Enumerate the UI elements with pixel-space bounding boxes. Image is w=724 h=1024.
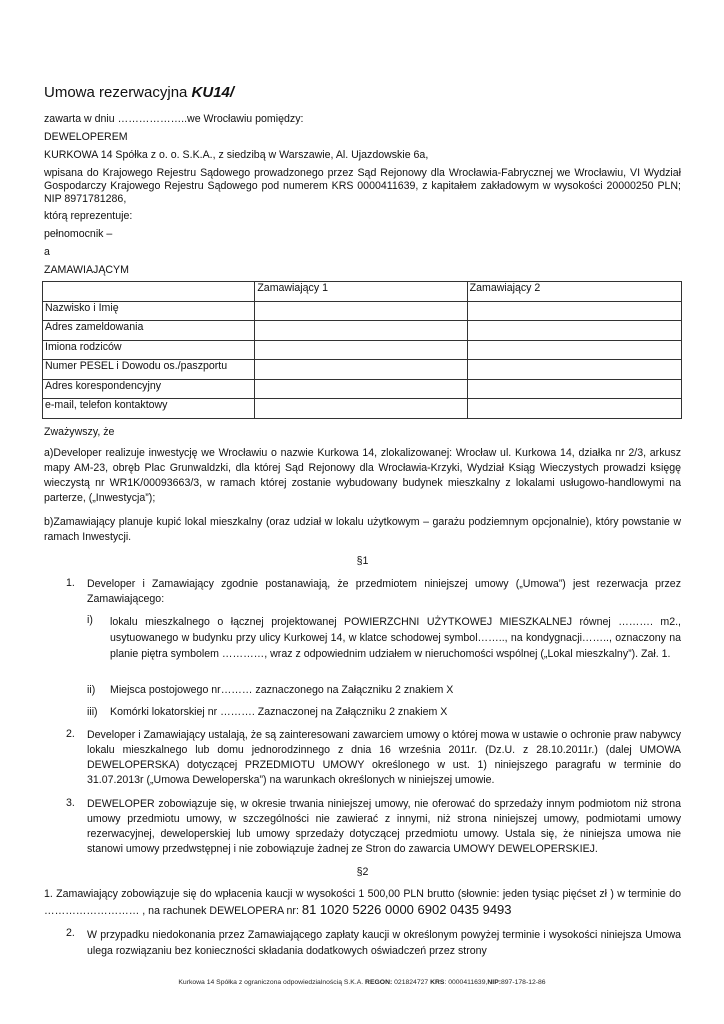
s2-p2: W przypadku niedokonania przez Zamawiającego zapłaty kaucji w określonym powyżej terminie i wysokości niniejsza Umowa ulega rozwiązaniu bez konieczności składania dodatkowych oświadczeń przez strony	[87, 929, 681, 957]
s2-p1-text: 1. Zamawiający zobowiązuje się do wpłacenia kaucji w wysokości 1 500,00 PLN brutto (słownie: jeden tysiąc pięćset zł ) w terminie do ……………………… , na rachunek DEWELOPERA nr:	[44, 888, 681, 917]
table-row	[43, 340, 682, 360]
footer-nip: 897-178-12-86	[501, 979, 546, 986]
title-text: Umowa rezerwacyjna	[44, 84, 192, 101]
and-line: a	[44, 246, 50, 258]
s1-iii-number: iii)	[87, 706, 98, 718]
footer-regon-label: REGON:	[365, 979, 393, 986]
table-row	[43, 360, 682, 380]
table-row	[43, 399, 682, 419]
footer-company: Kurkowa 14 Spółka z ograniczona odpowiedzialnością S.K.A.	[178, 979, 366, 986]
page-footer	[0, 976, 724, 989]
row-label: e-mail, telefon kontaktowy	[43, 399, 255, 419]
client1-cell[interactable]	[255, 399, 467, 419]
row-label: Numer PESEL i Dowodu os./paszportu	[43, 360, 255, 380]
s1-p2-number: 2.	[66, 728, 75, 740]
s1-p1-number: 1.	[66, 577, 75, 589]
client2-cell[interactable]	[467, 301, 681, 321]
table-header-row	[43, 282, 682, 302]
s1-p3: DEWELOPER zobowiązuje się, w okresie trwania niniejszej umowy, nie oferować do sprzedaży innym podmiotom niż strona umowy przedmiotu umowy, w szczególności nie zawierać z innymi, niż strona niniejszej umowy, podmiotami umowy rezerwacyjnej, deweloperskiej lub umowy sprzedaży dotyczącej przedmiotu umowy. Ustala się, że niniejsza umowa nie stanowi umowy przedwstępnej i nie zobowiązuje żadnej ze Stron do zawarcia UMOWY DEWELOPERSKIEJ.	[87, 798, 681, 855]
client1-cell[interactable]	[255, 321, 467, 341]
table-row	[43, 321, 682, 341]
intro-line: zawarta w dniu ………………..we Wrocławiu pomiędzy:	[44, 113, 304, 125]
title-code: KU14/	[191, 84, 235, 101]
s1-i: lokalu mieszkalnego o łącznej projektowanej POWIERZCHNI UŻYTKOWEJ MIESZKALNEJ równej ………. m2., usytuowanego w budynku przy ulicy Kurkowej 14, w klatce schodowej symbol…….., na kondygnacji…….., oznaczony na planie piętra symbolem …………, wraz z odpowiednim udziałem w nieruchomości wspólnej („Lokal mieszkalny”). Zał. 1.	[110, 616, 681, 660]
client1-cell[interactable]	[255, 340, 467, 360]
s1-p1: Developer i Zamawiający zgodnie postanawiają, że przedmiotem niniejszej umowy („Umowa”) jest rezerwacja przez Zamawiającego:	[87, 578, 681, 605]
table-header-cell	[43, 282, 255, 302]
footer-krs-label: KRS	[430, 979, 445, 986]
row-label: Imiona rodziców	[43, 340, 255, 360]
table-header-cell: Zamawiający 2	[467, 282, 681, 302]
row-label: Nazwisko i Imię	[43, 301, 255, 321]
table-row	[43, 379, 682, 399]
whereas-b: b)Zamawiający planuje kupić lokal mieszkalny (oraz udział w lokalu użytkowym – garażu podziemnym opcjonalnie), który powstanie w ramach Inwestycji.	[44, 516, 681, 543]
table-header-cell: Zamawiający 1	[255, 282, 467, 302]
registration-paragraph: wpisana do Krajowego Rejestru Sądowego prowadzonego przez Sąd Rejonowy dla Wrocławia-Fabrycznej we Wrocławiu, VI Wydział Gospodarczy Krajowego Rejestru Sądowego pod numerem KRS 0000411639, z kapitałem zakładowym w wysokości 20000250 PLN; NIP 8971781286,	[44, 167, 681, 205]
whereas-label: Zważywszy, że	[44, 426, 115, 438]
client2-cell[interactable]	[467, 321, 681, 341]
represented-line: którą reprezentuje:	[44, 210, 133, 222]
client2-cell[interactable]	[467, 360, 681, 380]
document-title	[44, 84, 234, 102]
s2-p2-number: 2.	[66, 927, 75, 939]
client-label: ZAMAWIAJĄCYM	[44, 264, 129, 276]
table-row	[43, 301, 682, 321]
s1-i-number: i)	[87, 614, 93, 626]
s2-p1	[44, 886, 681, 919]
client1-cell[interactable]	[255, 379, 467, 399]
footer-krs: : 0000411639,	[444, 979, 488, 986]
client2-cell[interactable]	[467, 399, 681, 419]
footer-regon: 021824727	[392, 979, 431, 986]
client1-cell[interactable]	[255, 301, 467, 321]
row-label: Adres korespondencyjny	[43, 379, 255, 399]
client2-cell[interactable]	[467, 340, 681, 360]
whereas-a: a)Developer realizuje inwestycję we Wrocławiu o nazwie Kurkowa 14, zlokalizowanej: Wrocław ul. Kurkowa 14, działka nr 2/3, arkusz mapy AM-23, obręb Plac Grunwaldzki, dla której Sąd Rejonowy dla Wrocławia-Krzyki, Wydział Ksiąg Wieczystych prowadzi księgę wieczystą nr WR1K/00093663/3, w ramach której zostanie wybudowany budynek mieszkalny z lokalami usługowo-handlowymi na parterze, („Inwestycja”);	[44, 447, 681, 504]
row-label: Adres zameldowania	[43, 321, 255, 341]
section1-heading: §1	[356, 555, 369, 567]
developer-label: DEWELOPEREM	[44, 131, 128, 143]
client1-cell[interactable]	[255, 360, 467, 380]
s1-ii: Miejsca postojowego nr……… zaznaczonego na Załączniku 2 znakiem X	[110, 684, 454, 696]
s1-p3-number: 3.	[66, 797, 75, 809]
s1-p2: Developer i Zamawiający ustalają, że są zainteresowani zawarciem umowy o której mowa w ustawie o ochronie praw nabywcy lokalu mieszkalnego lub domu jednorodzinnego z dnia 16 września 2011r. (Dz.U. z 28.10.2011r.) (dalej UMOWA DEWELOPERSKA) dotyczącej PRZEDMIOTU UMOWY określonego w ust. 1) niniejszego paragrafu w terminie do 31.07.2013r („Umowa Deweloperska”) na warunkach określonych w niniejszej umowie.	[87, 729, 681, 786]
proxy-line: pełnomocnik –	[44, 228, 113, 240]
s1-ii-number: ii)	[87, 684, 96, 696]
bank-account-number: 81 1020 5226 0000 6902 0435 9493	[301, 902, 512, 917]
section2-heading: §2	[356, 866, 369, 878]
company-line: KURKOWA 14 Spółka z o. o. S.K.A., z siedzibą w Warszawie, Al. Ujazdowskie 6a,	[44, 149, 429, 161]
client-data-table	[42, 281, 682, 419]
footer-nip-label: NIP:	[487, 979, 501, 986]
s1-iii: Komórki lokatorskiej nr ………. Zaznaczonej na Załączniku 2 znakiem X	[110, 706, 448, 718]
client2-cell[interactable]	[467, 379, 681, 399]
